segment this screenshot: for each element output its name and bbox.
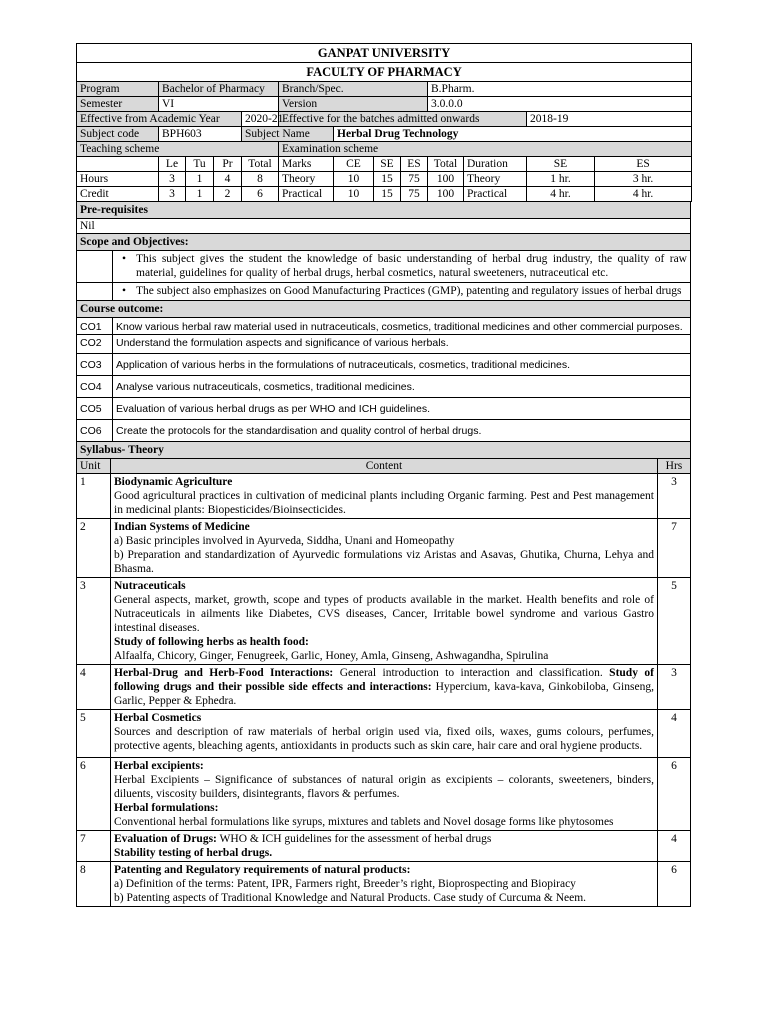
scheme-cell: 1 (186, 172, 214, 187)
unit-title: Biodynamic Agriculture (114, 476, 233, 488)
batches-label: Effective for the batches admitted onwards (279, 112, 527, 127)
scope-heading: Scope and Objectives: (77, 234, 691, 251)
scheme-row-label: Hours (77, 172, 159, 187)
scheme-header-marks-total: Total (428, 157, 464, 172)
unit-text: Hypercium, kava-kava, Ginkobiloba, Ginseng, Garlic, Pepper & Ephedra. (114, 681, 654, 707)
scope-item: • This subject gives the student the knowledge of basic understanding of herbal drug industry, the quality of raw material, guidelines for quality of herbal drugs, herbal cosmetics, natural sweeteners, nutraceutical etc. (122, 253, 687, 279)
scheme-header-duration-se: SE (527, 157, 595, 172)
outcome-text: Evaluation of various herbal drugs as per WHO and ICH guidelines. (113, 398, 691, 420)
unit-number: 2 (77, 519, 111, 578)
scheme-header-duration-es: ES (595, 157, 692, 172)
scheme-cell: 4 (214, 172, 242, 187)
scheme-row-label: Credit (77, 187, 159, 202)
outcome-text: Create the protocols for the standardisation and quality control of herbal drugs. (113, 420, 691, 442)
outcome-text: Analyse various nutraceuticals, cosmetics, traditional medicines. (113, 376, 691, 398)
unit-title: Evaluation of Drugs: (114, 833, 217, 845)
scope-item: • The subject also emphasizes on Good Manufacturing Practices (GMP), patenting and regulatory issues of herbal drugs (122, 285, 682, 297)
syllabus-unit-7 (77, 831, 691, 862)
unit-body: Herbal Excipients – Significance of substances of natural origin as excipients – colorants, sweeteners, binders, diluents, viscosity builders, disintegrants, flavors & perfumes. (114, 774, 654, 800)
scheme-cell: 10 (334, 172, 374, 187)
scheme-header-se: SE (374, 157, 401, 172)
scheme-cell: 10 (334, 187, 374, 202)
unit-hours: 4 (657, 710, 690, 758)
unit-line: b) Preparation and standardization of Ayurvedic formulations viz Aristas and Asavas, Ghutika, Churna, Lehya and Bhasma. (114, 549, 654, 575)
syllabus-unit-3 (77, 578, 691, 665)
unit-text: General introduction to interaction and classification. (333, 667, 610, 679)
scheme-cell: 4 hr. (595, 187, 692, 202)
scheme-cell: 1 hr. (527, 172, 595, 187)
unit-number: 5 (77, 710, 111, 758)
unit-subtitle: Study of following herbs as health food: (114, 636, 309, 648)
scheme-cell: 3 (159, 172, 186, 187)
prerequisites-value: Nil (77, 219, 691, 234)
scheme-cell: 75 (401, 187, 428, 202)
unit-bold-text: Study of following drugs and their possible side effects and interactions: (114, 667, 654, 693)
unit-hours: 6 (657, 862, 690, 907)
outcome-code: CO4 (77, 376, 113, 398)
syllabus-unit-5 (77, 710, 691, 758)
scheme-cell: 4 hr. (527, 187, 595, 202)
unit-line: a) Definition of the terms: Patent, IPR, Farmers right, Breeder’s right, Bioprospecting and Biopiracy (114, 878, 576, 890)
syllabus-unit-6 (77, 758, 691, 831)
syllabus-heading: Syllabus- Theory (77, 442, 691, 459)
branch-value: B.Pharm. (428, 82, 692, 97)
program-value: Bachelor of Pharmacy (159, 82, 279, 97)
unit-text: WHO & ICH guidelines for the assessment of herbal drugs (216, 833, 492, 845)
subject-code-value: BPH603 (159, 127, 242, 142)
unit-body: Sources and description of raw materials of herbal origin used via, fixed oils, waxes, gums colours, perfumes, protective agents, bleaching agents, antioxidants in products such as skin care, hair care and oral hygiene products. (114, 726, 654, 752)
scheme-cell: 8 (242, 172, 279, 187)
content-column-header: Content (111, 459, 658, 474)
scheme-cell: 3 (159, 187, 186, 202)
outcome-code: CO5 (77, 398, 113, 420)
unit-title: Herbal Cosmetics (114, 712, 202, 724)
scheme-cell: Practical (464, 187, 527, 202)
unit-sub-body: Alfaalfa, Chicory, Ginger, Fenugreek, Garlic, Honey, Amla, Ginseng, Ashwagandha, Spirulina (114, 650, 549, 662)
program-label: Program (77, 82, 159, 97)
scheme-cell: 1 (186, 187, 214, 202)
outcome-text: Understand the formulation aspects and significance of various herbals. (113, 335, 691, 354)
teaching-scheme-label: Teaching scheme (77, 142, 279, 157)
unit-number: 7 (77, 831, 111, 862)
course-outcome-row (77, 420, 691, 442)
version-label: Version (279, 97, 428, 112)
course-outcome-row (77, 354, 691, 376)
scheme-cell: 15 (374, 187, 401, 202)
course-outcome-row (77, 398, 691, 420)
scheme-header-le: Le (159, 157, 186, 172)
course-outcome-row (77, 376, 691, 398)
scheme-header-es: ES (401, 157, 428, 172)
unit-title: Herbal excipients: (114, 760, 204, 772)
scheme-row-credit (77, 187, 692, 202)
unit-column-header: Unit (77, 459, 111, 474)
unit-line: b) Patenting aspects of Traditional Knowledge and Natural Products. Case study of Curcuma & Neem. (114, 892, 587, 904)
batches-value: 2018-19 (527, 112, 692, 127)
scheme-header-ce: CE (334, 157, 374, 172)
outcome-text: Application of various herbs in the formulations of nutraceuticals, cosmetics, traditional medicines. (113, 354, 691, 376)
unit-number: 6 (77, 758, 111, 831)
scheme-header-marks: Marks (279, 157, 334, 172)
syllabus-unit-4 (77, 665, 691, 710)
scheme-header-total: Total (242, 157, 279, 172)
unit-hours: 3 (657, 474, 690, 519)
unit-title: Indian Systems of Medicine (114, 521, 250, 533)
scope-item-text: This subject gives the student the knowledge of basic understanding of herbal drug industry, the quality of raw material, guidelines for quality of herbal drugs, herbal cosmetics, natural sweeteners, nutraceutical etc. (136, 253, 687, 279)
outcome-code: CO3 (77, 354, 113, 376)
course-outcome-row (77, 318, 691, 335)
effective-value: 2020-21 (242, 112, 279, 127)
scope-item-text: The subject also emphasizes on Good Manufacturing Practices (GMP), patenting and regulatory issues of herbal drugs (136, 285, 682, 297)
unit-body: Good agricultural practices in cultivation of medicinal plants including Organic farming. Pest and Pest management in medicinal plants: Biopesticides/Bioinsecticides. (114, 490, 654, 516)
objectives-table (76, 201, 691, 442)
scheme-header-pr: Pr (214, 157, 242, 172)
unit-title: Herbal-Drug and Herb-Food Interactions: (114, 667, 334, 679)
syllabus-unit-8 (77, 862, 691, 907)
unit-line: a) Basic principles involved in Ayurveda, Siddha, Unani and Homeopathy (114, 535, 455, 547)
university-title: GANPAT UNIVERSITY (77, 44, 692, 63)
syllabus-document (76, 43, 691, 907)
branch-label: Branch/Spec. (279, 82, 428, 97)
unit-title: Nutraceuticals (114, 580, 186, 592)
syllabus-table (76, 441, 691, 907)
unit-subtitle: Herbal formulations: (114, 802, 219, 814)
faculty-title: FACULTY OF PHARMACY (77, 63, 692, 82)
unit-body: General aspects, market, growth, scope and types of products available in the market. Health benefits and role of Nutraceuticals in ailments like Diabetes, CVS diseases, Cancer, Irritable bowel syndrome and various Gastro intestinal diseases. (114, 594, 654, 634)
scheme-cell: 15 (374, 172, 401, 187)
scheme-cell: 100 (428, 187, 464, 202)
syllabus-unit-1 (77, 474, 691, 519)
scheme-cell: Practical (279, 187, 334, 202)
unit-sub-body: Conventional herbal formulations like syrups, mixtures and tablets and Novel dosage forms like phytosomes (114, 816, 614, 828)
exam-scheme-label: Examination scheme (279, 142, 692, 157)
semester-label: Semester (77, 97, 159, 112)
scheme-blank-cell (77, 157, 159, 172)
header-table (76, 43, 692, 202)
scheme-row-hours (77, 172, 692, 187)
unit-hours: 7 (657, 519, 690, 578)
scheme-cell: Theory (464, 172, 527, 187)
outcome-code: CO2 (77, 335, 113, 354)
subject-code-label: Subject code (77, 127, 159, 142)
effective-label: Effective from Academic Year (77, 112, 242, 127)
scheme-cell: 2 (214, 187, 242, 202)
hrs-column-header: Hrs (657, 459, 690, 474)
syllabus-unit-2 (77, 519, 691, 578)
scheme-cell: 3 hr. (595, 172, 692, 187)
subject-name-value: Herbal Drug Technology (334, 127, 692, 142)
outcome-text: Know various herbal raw material used in nutraceuticals, cosmetics, traditional medicines and other commercial purposes. (113, 318, 691, 335)
scheme-cell: 6 (242, 187, 279, 202)
scheme-cell: 100 (428, 172, 464, 187)
unit-number: 3 (77, 578, 111, 665)
scope-spacer (77, 283, 113, 301)
unit-number: 1 (77, 474, 111, 519)
scheme-cell: Theory (279, 172, 334, 187)
outcome-code: CO1 (77, 318, 113, 335)
unit-hours: 4 (657, 831, 690, 862)
subject-name-label: Subject Name (242, 127, 334, 142)
unit-title: Patenting and Regulatory requirements of natural products: (114, 864, 411, 876)
unit-hours: 3 (657, 665, 690, 710)
scheme-cell: 75 (401, 172, 428, 187)
unit-hours: 6 (657, 758, 690, 831)
unit-number: 8 (77, 862, 111, 907)
outcome-code: CO6 (77, 420, 113, 442)
scheme-header-duration: Duration (464, 157, 527, 172)
scheme-header-tu: Tu (186, 157, 214, 172)
course-outcome-row (77, 335, 691, 354)
scope-spacer (77, 251, 113, 283)
unit-hours: 5 (657, 578, 690, 665)
version-value: 3.0.0.0 (428, 97, 692, 112)
semester-value: VI (159, 97, 279, 112)
unit-subtitle: Stability testing of herbal drugs. (114, 847, 273, 859)
prerequisites-heading: Pre-requisites (77, 202, 691, 219)
unit-number: 4 (77, 665, 111, 710)
course-outcome-heading: Course outcome: (77, 301, 691, 318)
